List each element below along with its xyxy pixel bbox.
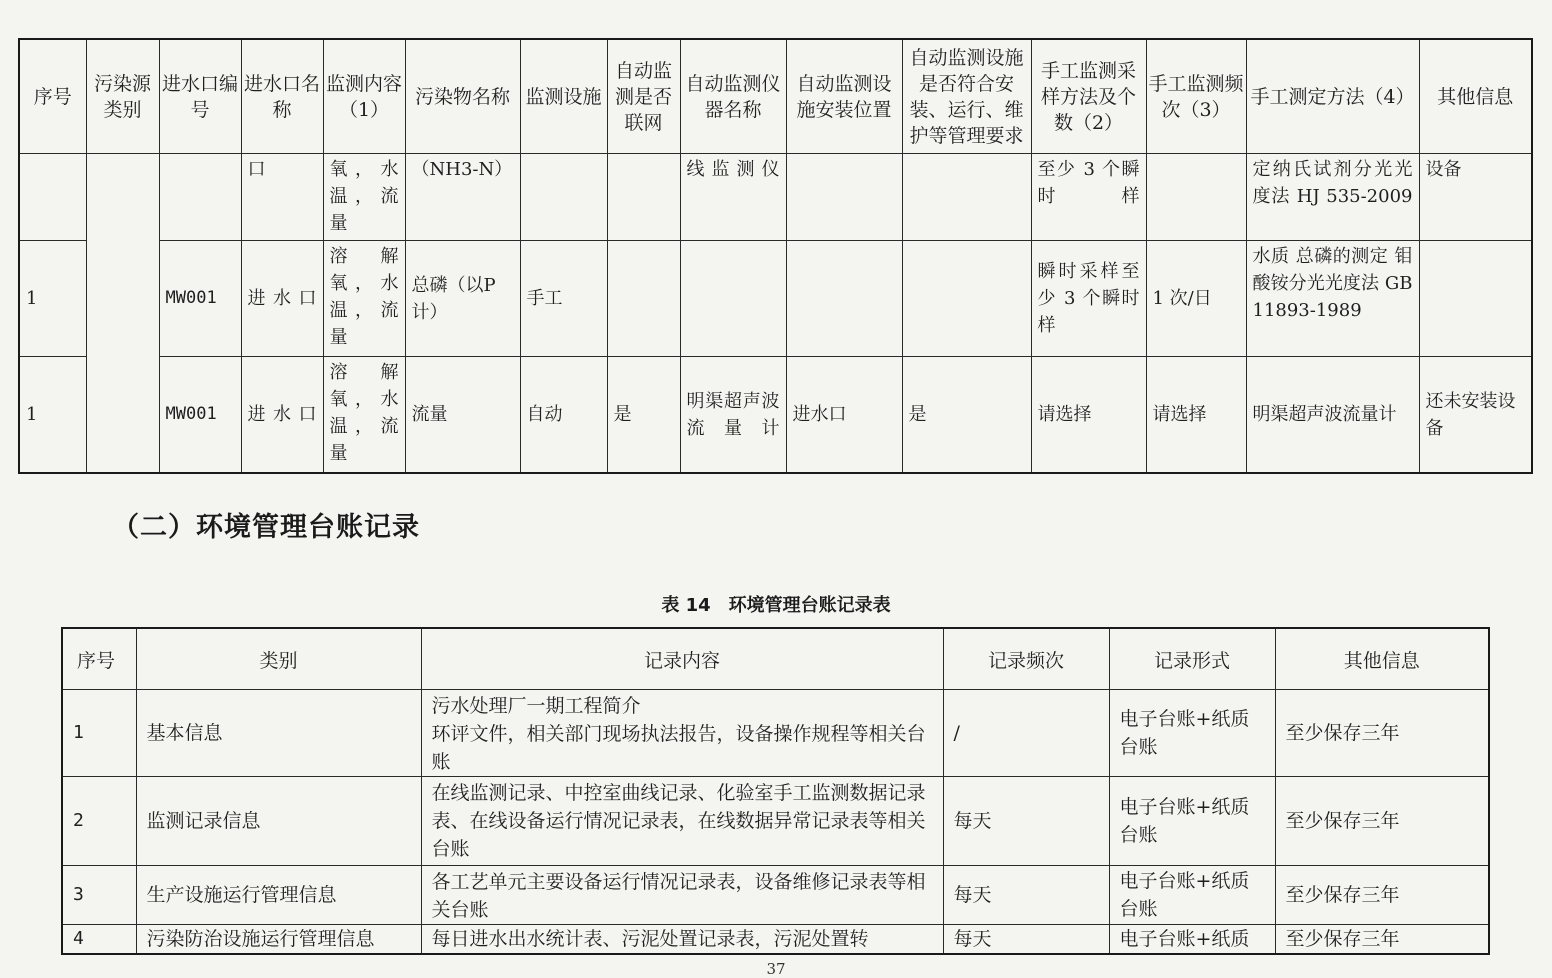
- col-header: 类别: [136, 628, 421, 690]
- inlet-code-cell: MW001: [159, 241, 241, 357]
- col-header: 序号: [62, 628, 136, 690]
- other-info-cell: 至少保存三年: [1275, 866, 1489, 925]
- record-frequency-cell: 每天: [943, 866, 1109, 925]
- category-cell: 生产设施运行管理信息: [136, 866, 421, 925]
- col-header: 污染源类别: [86, 39, 159, 154]
- monitor-content-cell: 溶解氧，水温，流量: [323, 357, 405, 474]
- networked-cell: [607, 241, 680, 357]
- compliance-cell: [902, 154, 1031, 241]
- networked-cell: 是: [607, 357, 680, 474]
- inlet-code-cell: [159, 154, 241, 241]
- record-content-cell: 各工艺单元主要设备运行情况记录表，设备维修记录表等相关台账: [421, 866, 943, 925]
- instrument-cell: 明渠超声波流量计: [680, 357, 786, 474]
- seq-cell: 4: [62, 925, 136, 955]
- other-info-cell: 至少保存三年: [1275, 777, 1489, 866]
- col-header: 进水口名称: [241, 39, 323, 154]
- test-method-cell: 定纳氏试剂分光光度法 HJ 535-2009: [1246, 154, 1419, 241]
- record-form-cell: 电子台账+纸质台账: [1109, 690, 1275, 777]
- seq-cell: 3: [62, 866, 136, 925]
- monitor-content-cell: 溶解氧，水温，流量: [323, 241, 405, 357]
- record-frequency-cell: 每天: [943, 777, 1109, 866]
- other-info-cell: 至少保存三年: [1275, 690, 1489, 777]
- pollutant-cell: 流量: [405, 357, 520, 474]
- sampling-method-cell: 请选择: [1031, 357, 1146, 474]
- frequency-cell: [1146, 154, 1246, 241]
- frequency-cell: 请选择: [1146, 357, 1246, 474]
- record-frequency-cell: /: [943, 690, 1109, 777]
- col-header: 自动监测设施安装位置: [786, 39, 902, 154]
- facility-cell: 手工: [520, 241, 607, 357]
- table-header-row: [19, 39, 1532, 154]
- col-header: 其他信息: [1275, 628, 1489, 690]
- table-header-row: [62, 628, 1489, 690]
- install-location-cell: 进水口: [786, 357, 902, 474]
- test-method-cell: 水质 总磷的测定 钼酸铵分光光度法 GB 11893-1989: [1246, 241, 1419, 357]
- table-caption: 表 14 环境管理台账记录表: [661, 595, 891, 616]
- seq-cell: 2: [62, 777, 136, 866]
- record-content-cell: 在线监测记录、中控室曲线记录、化验室手工监测数据记录表、在线设备运行情况记录表，在线数据异常记录表等相关台账: [421, 777, 943, 866]
- col-header: 其他信息: [1419, 39, 1532, 154]
- install-location-cell: [786, 241, 902, 357]
- compliance-cell: 是: [902, 357, 1031, 474]
- sampling-method-cell: 至少 3 个瞬时样: [1031, 154, 1146, 241]
- other-info-cell: 设备: [1419, 154, 1532, 241]
- record-content-cell: 每日进水出水统计表、污泥处置记录表，污泥处置转: [421, 925, 943, 955]
- category-cell: 污染防治设施运行管理信息: [136, 925, 421, 955]
- ledger-table: [61, 627, 1490, 955]
- col-header: 手工监测采样方法及个数（2）: [1031, 39, 1146, 154]
- pollutant-cell: 总磷（以P计）: [405, 241, 520, 357]
- col-header: 记录内容: [421, 628, 943, 690]
- section-heading: （二）环境管理台账记录: [112, 512, 420, 543]
- sampling-method-cell: 瞬时采样至少 3 个瞬时样: [1031, 241, 1146, 357]
- seq-cell: 1: [19, 241, 86, 357]
- inlet-name-cell: 进水口: [241, 241, 323, 357]
- col-header: 监测内容（1）: [323, 39, 405, 154]
- other-info-cell: 至少保存三年: [1275, 925, 1489, 955]
- pollutant-cell: （NH3-N）: [405, 154, 520, 241]
- table-row: [19, 357, 1532, 474]
- table-row: [62, 866, 1489, 925]
- col-header: 手工测定方法（4）: [1246, 39, 1419, 154]
- test-method-cell: 明渠超声波流量计: [1246, 357, 1419, 474]
- col-header: 监测设施: [520, 39, 607, 154]
- instrument-cell: [680, 241, 786, 357]
- col-header: 序号: [19, 39, 86, 154]
- col-header: 进水口编号: [159, 39, 241, 154]
- monitoring-table: [18, 38, 1533, 474]
- inlet-name-cell: 口: [241, 154, 323, 241]
- inlet-name-cell: 进水口: [241, 357, 323, 474]
- networked-cell: [607, 154, 680, 241]
- seq-cell: 1: [19, 357, 86, 474]
- table-row: [62, 777, 1489, 866]
- source-type-cell: [86, 154, 159, 474]
- other-info-cell: 还未安装设备: [1419, 357, 1532, 474]
- facility-cell: 自动: [520, 357, 607, 474]
- record-content-cell: 污水处理厂一期工程简介 环评文件，相关部门现场执法报告，设备操作规程等相关台账: [421, 690, 943, 777]
- facility-cell: [520, 154, 607, 241]
- seq-cell: 1: [62, 690, 136, 777]
- col-header: 自动监测是否联网: [607, 39, 680, 154]
- page-number: 37: [766, 960, 786, 978]
- other-info-cell: [1419, 241, 1532, 357]
- frequency-cell: 1 次/日: [1146, 241, 1246, 357]
- col-header: 自动监测设施是否符合安装、运行、维护等管理要求: [902, 39, 1031, 154]
- instrument-cell: 线监测仪: [680, 154, 786, 241]
- table-row: [19, 154, 1532, 241]
- install-location-cell: [786, 154, 902, 241]
- compliance-cell: [902, 241, 1031, 357]
- col-header: 记录频次: [943, 628, 1109, 690]
- inlet-code-cell: MW001: [159, 357, 241, 474]
- record-form-cell: 电子台账+纸质台账: [1109, 777, 1275, 866]
- col-header: 自动监测仪器名称: [680, 39, 786, 154]
- record-frequency-cell: 每天: [943, 925, 1109, 955]
- seq-cell: [19, 154, 86, 241]
- record-form-cell: 电子台账+纸质: [1109, 925, 1275, 955]
- record-form-cell: 电子台账+纸质台账: [1109, 866, 1275, 925]
- table-row: [62, 690, 1489, 777]
- col-header: 手工监测频次（3）: [1146, 39, 1246, 154]
- col-header: 污染物名称: [405, 39, 520, 154]
- col-header: 记录形式: [1109, 628, 1275, 690]
- table-row: [19, 241, 1532, 357]
- table-row: [62, 925, 1489, 955]
- category-cell: 监测记录信息: [136, 777, 421, 866]
- monitor-content-cell: 氧，水温，流量: [323, 154, 405, 241]
- category-cell: 基本信息: [136, 690, 421, 777]
